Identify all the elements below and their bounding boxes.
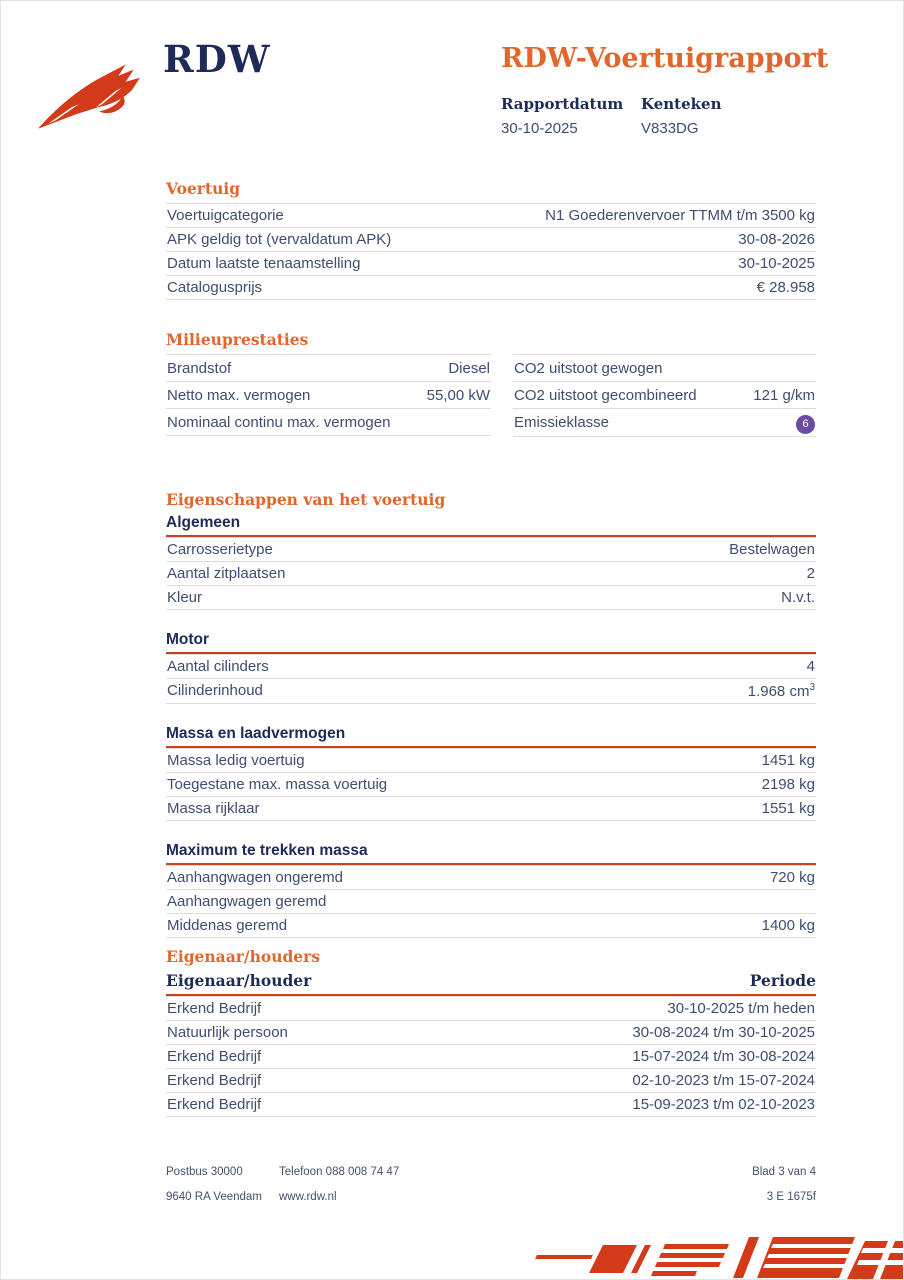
row-label: Cilinderinhoud — [167, 682, 263, 699]
row-value: € 28.958 — [756, 279, 815, 296]
table-row — [166, 1020, 816, 1044]
owner-cell: Erkend Bedrijf — [167, 1048, 262, 1065]
owner-cell: Erkend Bedrijf — [167, 1000, 262, 1017]
subsection-title: Algemeen — [166, 514, 816, 537]
row-label: Aantal cilinders — [167, 658, 269, 675]
table-row — [166, 408, 491, 436]
period-cell: 30-10-2025 t/m heden — [667, 1000, 815, 1017]
row-label: Emissieklasse — [514, 413, 610, 431]
subsection-title: Maximum te trekken massa — [166, 842, 816, 865]
table-row — [166, 275, 816, 300]
table-row — [166, 203, 816, 227]
subsection-motor — [166, 631, 816, 704]
badge-value: 6 — [796, 415, 815, 434]
table-row — [166, 561, 816, 585]
footer-doc-code: 3 E 1675f — [766, 1191, 816, 1203]
row-value: 1.968 $cm^3$ — [747, 682, 815, 700]
report-meta — [501, 95, 721, 137]
row-value: 121 g/km — [753, 386, 815, 404]
table-row — [166, 585, 816, 610]
table-row — [513, 354, 816, 381]
section-milieuprestaties — [166, 330, 816, 437]
row-value: 30-10-2025 — [738, 255, 815, 272]
table-row — [166, 865, 816, 889]
row-label: Brandstof — [167, 359, 232, 377]
table-row — [166, 913, 816, 938]
row-label: Aantal zitplaatsen — [167, 565, 286, 582]
period-cell: 15-09-2023 t/m 02-10-2023 — [632, 1096, 815, 1113]
row-label: Middenas geremd — [167, 917, 288, 934]
table-row — [166, 654, 816, 678]
row-label: Massa ledig voertuig — [167, 752, 305, 769]
row-label: Carrosserietype — [167, 541, 273, 558]
table-row — [166, 678, 816, 704]
rdw-wordmark: RDW — [163, 37, 271, 81]
voertuig-table — [166, 203, 816, 300]
row-value: 30-08-2026 — [738, 231, 815, 248]
emission-class-badge — [796, 414, 815, 432]
section-eigenschappen — [166, 490, 816, 938]
license-plate-value: V833DG — [641, 120, 699, 137]
table-row — [166, 537, 816, 561]
owners-table — [166, 971, 816, 1117]
milieu-left-table — [166, 354, 491, 437]
section-title: Eigenschappen van het voertuig — [166, 490, 446, 509]
table-row — [166, 748, 816, 772]
rdw-stripes-decoration-icon — [535, 1233, 903, 1279]
row-value: 4 — [806, 658, 815, 675]
column-header-period: Periode — [749, 971, 816, 990]
section-title: Milieuprestaties — [166, 330, 309, 349]
table-row — [166, 772, 816, 796]
period-cell: 30-08-2024 t/m 30-10-2025 — [632, 1024, 815, 1041]
table-row — [166, 227, 816, 251]
section-title: Voertuig — [166, 179, 241, 198]
owner-cell: Erkend Bedrijf — [167, 1072, 262, 1089]
license-plate-block — [641, 95, 721, 137]
footer-website: www.rdw.nl — [279, 1191, 337, 1203]
footer-postbus: Postbus 30000 — [166, 1166, 243, 1178]
table-row — [166, 381, 491, 408]
footer-line-1 — [166, 1166, 816, 1178]
row-value: 2 — [806, 565, 815, 582]
footer-phone: Telefoon 088 008 74 47 — [279, 1166, 400, 1178]
row-value: 1551 kg — [761, 800, 815, 817]
row-label: Massa rijklaar — [167, 800, 260, 817]
row-value: N.v.t. — [781, 589, 815, 606]
section-title: Eigenaar/houders — [166, 947, 321, 966]
milieu-right-table — [513, 354, 816, 437]
owners-table-header — [166, 971, 816, 996]
section-eigenaren — [166, 947, 816, 1117]
page-title: RDW-Voertuigrapport — [501, 43, 829, 74]
footer-line-2 — [166, 1191, 816, 1203]
row-label: Datum laatste tenaamstelling — [167, 255, 361, 272]
section-voertuig — [166, 179, 816, 300]
table-row — [166, 251, 816, 275]
row-value: 720 kg — [769, 869, 815, 886]
row-label: Netto max. vermogen — [167, 386, 311, 404]
row-label: Nominaal continu max. vermogen — [167, 413, 391, 431]
table-row — [166, 354, 491, 381]
subsection-massa — [166, 725, 816, 821]
table-row — [166, 889, 816, 913]
owner-cell: Natuurlijk persoon — [167, 1024, 288, 1041]
report-date-value: 30-10-2025 — [501, 120, 578, 137]
table-row — [513, 381, 816, 408]
table-row — [166, 796, 816, 821]
table-row — [166, 1092, 816, 1117]
report-date-label: Rapportdatum — [501, 95, 624, 113]
table-row — [166, 1044, 816, 1068]
table-row — [166, 996, 816, 1020]
owner-cell: Erkend Bedrijf — [167, 1096, 262, 1113]
row-value: 1400 kg — [761, 917, 815, 934]
row-label: Kleur — [167, 589, 203, 606]
period-cell: 15-07-2024 t/m 30-08-2024 — [632, 1048, 815, 1065]
superscript: 3 — [809, 682, 815, 693]
license-plate-label: Kenteken — [641, 95, 722, 113]
column-header-owner: Eigenaar/houder — [166, 971, 312, 990]
row-label: Aanhangwagen ongeremd — [167, 869, 343, 886]
table-row — [513, 408, 816, 437]
row-value: Diesel — [448, 359, 490, 377]
row-value: N1 Goederenvervoer TTMM t/m 3500 kg — [545, 207, 815, 224]
row-label: Toegestane max. massa voertuig — [167, 776, 388, 793]
period-cell: 02-10-2023 t/m 15-07-2024 — [632, 1072, 815, 1089]
subsection-trekken — [166, 842, 816, 938]
row-label: CO2 uitstoot gecombineerd — [514, 386, 697, 404]
row-label: CO2 uitstoot gewogen — [514, 359, 663, 377]
row-label: Aanhangwagen geremd — [167, 893, 327, 910]
row-label: APK geldig tot (vervaldatum APK) — [167, 231, 392, 248]
row-value: 55,00 kW — [426, 386, 490, 404]
milieu-columns — [166, 354, 816, 437]
row-value: 1451 kg — [761, 752, 815, 769]
rdw-feather-logo-icon — [35, 51, 147, 133]
row-label: Voertuigcategorie — [167, 207, 284, 224]
row-value: 2198 kg — [761, 776, 815, 793]
row-value: Bestelwagen — [729, 541, 815, 558]
subsection-title: Motor — [166, 631, 816, 654]
footer-page-number: Blad 3 van 4 — [752, 1166, 816, 1178]
table-row — [166, 1068, 816, 1092]
report-date-block — [501, 95, 641, 137]
page-footer — [166, 1166, 816, 1216]
footer-city: 9640 RA Veendam — [166, 1191, 262, 1203]
row-label: Catalogusprijs — [167, 279, 263, 296]
subsection-title: Massa en laadvermogen — [166, 725, 816, 748]
subsection-algemeen — [166, 514, 816, 610]
